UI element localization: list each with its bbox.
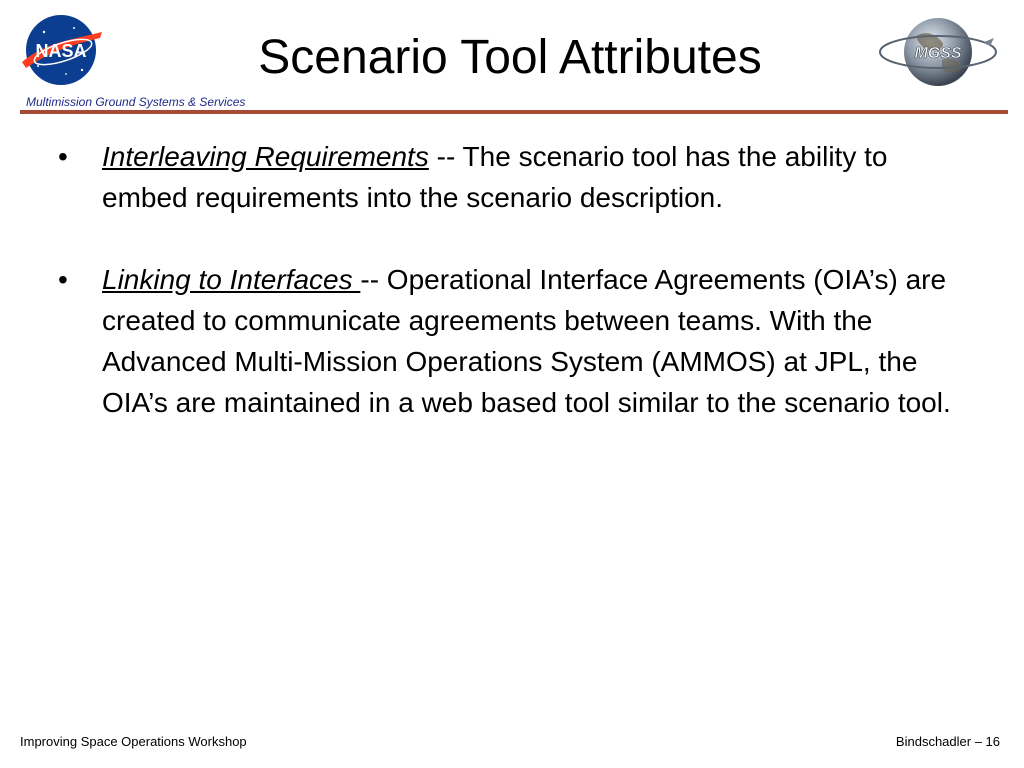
bullet-item-interleaving — [58, 136, 978, 218]
nasa-logo-icon — [16, 12, 106, 88]
header-divider — [20, 110, 1008, 114]
bullet-text: -- The scenario tool has the ability to embed requirements into the scenario description. — [102, 141, 888, 213]
bullet-term: Linking to Interfaces — [102, 264, 361, 295]
bullet-icon: • — [58, 141, 68, 172]
page-title: Scenario Tool Attributes — [258, 31, 762, 84]
footer-workshop-name: Improving Space Operations Workshop — [20, 734, 247, 749]
footer-page-number: Bindschadler – 16 — [895, 734, 1000, 749]
bullet-icon: • — [58, 264, 68, 295]
mgss-logo-text: MGSS — [914, 45, 962, 62]
bullet-list — [58, 136, 978, 464]
bullet-text: -- Operational Interface Agreements (OIA’s) are created to communicate agreements between teams. With the Advanced Multi-Mission Operations System (AMMOS) at JPL, the OIA’s are maintained in a web based tool similar to the scenario tool. — [102, 264, 951, 418]
bullet-term: Interleaving Requirements — [102, 141, 429, 172]
nasa-logo-text: NASA — [35, 41, 87, 61]
bullet-item-linking — [58, 259, 978, 423]
organization-subtitle: Multimission Ground Systems & Services — [26, 95, 246, 109]
mgss-logo-icon — [876, 12, 1000, 92]
